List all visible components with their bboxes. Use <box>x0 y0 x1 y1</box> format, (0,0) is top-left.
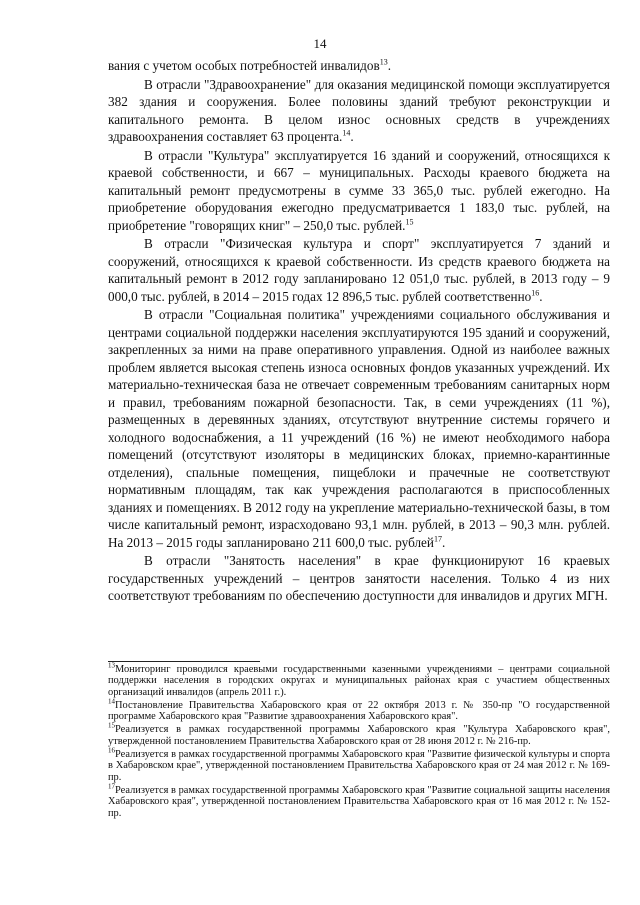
footnote-text: Реализуется в рамках государственной программы Хабаровского края "Развитие социальной защиты населения Хабаровского края", утвержденной постановлением Правительства Хабаровского края от 16 мая 2012 г. № 152-пр. <box>108 784 610 819</box>
paragraph-text: вания с учетом особых потребностей инвалидов <box>108 58 380 73</box>
paragraph-text: В отрасли "Физическая культура и спорт" эксплуатируется 7 зданий и сооружений, относящихся к краевой собственности. Из средств краевого бюджета на капитальный ремонт в 2012 году запланировано 12 051,0 тыс. рублей, в 2013 году – 9 000,0 тыс. рублей, в 2014 – 2015 годах 12 896,5 тыс. рублей соответственно <box>108 236 610 304</box>
footnote <box>108 724 610 747</box>
footnotes <box>108 661 610 821</box>
paragraph-text: . <box>539 288 543 304</box>
footnote-reference: 17 <box>433 534 442 544</box>
paragraph-text: В отрасли "Культура" эксплуатируется 16 зданий и сооружений, относящихся к краевой собственности, и 667 – муниципальных. Расходы краевого бюджета на капитальный ремонт предусмотрены в сумме 33 365,0 тыс. рублей ежегодно. На приобретение оборудования ежегодно предусматривается 1 183,0 тыс. рублей, на приобретение "говорящих книг" – 250,0 тыс. рублей. <box>108 147 610 233</box>
paragraph <box>108 552 610 605</box>
paragraph <box>108 306 610 551</box>
footnote-text: Мониторинг проводился краевыми государственными казенными учреждениями – центрами социальной поддержки населения в городских округах и муниципальных районах края с участием общественных организаций инвалидов (апрель 2011 г.). <box>108 664 610 698</box>
footnote <box>108 661 610 698</box>
paragraph <box>108 147 610 235</box>
paragraph <box>108 76 610 146</box>
footnote-reference: 14 <box>342 128 351 138</box>
paragraph-text: . <box>441 534 446 550</box>
paragraph-text: . <box>387 58 391 73</box>
footnote-text: Реализуется в рамках государственной программы Хабаровского края "Культура Хабаровского края", утвержденной постановлением Правительства Хабаровского края от 28 июня 2012 г. № 216-пр. <box>108 724 610 747</box>
footnote-number: 13 <box>108 661 115 670</box>
paragraph-text: . <box>350 129 354 144</box>
footnote-reference: 13 <box>379 57 388 67</box>
body-text <box>108 57 610 606</box>
paragraph-text: В отрасли "Социальная политика" учреждениями социального обслуживания и центрами социальной поддержки населения эксплуатируются 195 зданий и сооружений, закрепленных за ними на праве оперативного управления. Одной из наиболее важных проблем является высокая степень износа основных фондов указанных учреждений. Их материально-техническая база не отвечает современным требованиям санитарных норм и правил, требованиям пожарной безопасности. Так, в семи учреждениях (11 %), размещенных в деревянных зданиях, отсутствуют внутренние системы горячего и холодного водоснабжения, а 11 учреждений (16 %) не имеют необходимого набора помещений (отсутствуют изоляторы в медицинских блоках, приемно-карантинные отделения), спальные помещения, пищеблоки и прачечные не соответствуют нормативным площадям, так как учреждения располагаются в приспособленных зданиях и помещениях. В 2012 году на укрепление материально-технической базы, в том числе капитальный ремонт, израсходовано 93,1 млн. рублей, в 2013 – 90,3 млн. рублей. На 2013 – 2015 годы запланировано 211 600,0 тыс. рублей <box>108 307 610 550</box>
footnote <box>108 697 610 723</box>
footnote <box>108 746 610 783</box>
footnote-number: 14 <box>108 697 115 706</box>
paragraph-text: В отрасли "Здравоохранение" для оказания медицинской помощи эксплуатируется 382 здания и сооружения. Более половины зданий требуют реконструкции и капитального ремонта. В целом износ основных средств в учреждениях здравоохранения составляет 63 процента. <box>108 76 610 144</box>
paragraph <box>108 235 610 305</box>
footnote-number: 15 <box>108 722 115 731</box>
footnote-reference: 16 <box>531 288 540 298</box>
footnote-reference: 15 <box>405 217 414 227</box>
paragraph-text: В отрасли "Занятость населения" в крае функционируют 16 краевых государственных учреждений – центров занятости населения. Только 4 из них соответствуют требованиям по обеспечению доступности для инвалидов и других МГН. <box>108 553 610 603</box>
footnote <box>108 782 610 819</box>
footnote-number: 17 <box>108 782 115 791</box>
paragraph <box>108 57 610 75</box>
footnote-number: 16 <box>108 746 115 755</box>
footnote-text: Постановление Правительства Хабаровского края от 22 октября 2013 г. № 350-пр "О государственной программе Хабаровского края "Развитие здравоохранения Хабаровского края". <box>108 699 610 723</box>
footnote-separator <box>108 661 260 662</box>
page-number: 14 <box>313 36 327 51</box>
footnote-text: Реализуется в рамках государственной программы Хабаровского края "Развитие физической культуры и спорта в Хабаровском крае", утвержденной постановлением Правительства Хабаровского края от 24 мая 2012 г. № 169-пр. <box>108 749 610 783</box>
